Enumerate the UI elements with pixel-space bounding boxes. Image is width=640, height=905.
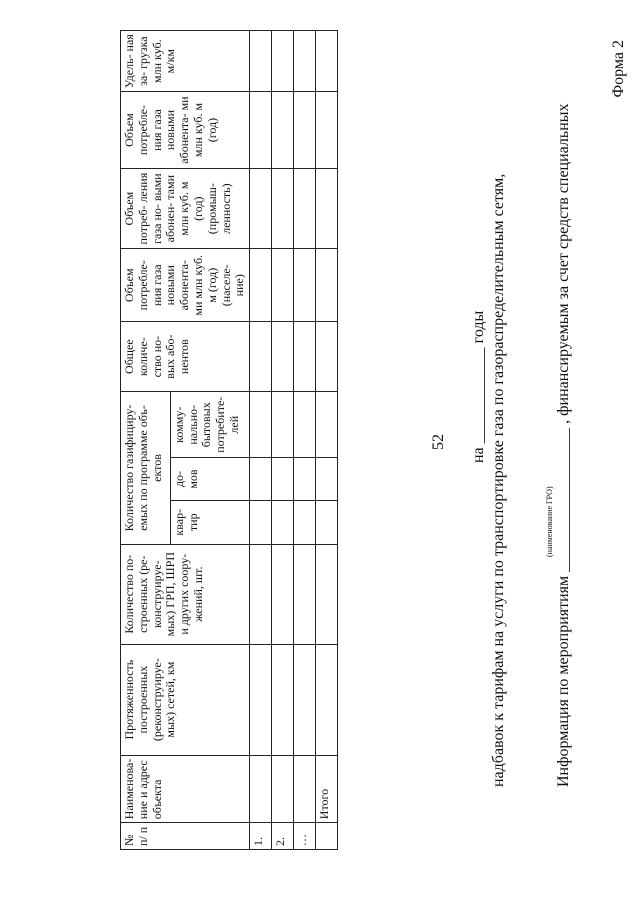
col-vol-pop: Объем потребле- ния газа новыми абонента- ми млн куб. м (год) (населе- ние)	[121, 249, 250, 322]
col-sub-dom: до- мов	[170, 458, 249, 500]
col-specific: Удель- ная за- грузка млн куб. м/км	[121, 31, 250, 92]
heading-line-1-end: , финансируемым за счет средств специальных	[555, 103, 572, 424]
col-num: № п/ п	[121, 823, 250, 850]
col-gasified: Количество газифициру- емых по программе объ- ектов	[121, 392, 171, 545]
table-row: 1.	[250, 31, 272, 850]
col-vol-ind: Объем потреб- ления газа но- выми абонен- тами млн куб. м (год) (промыш- ленность)	[121, 168, 250, 249]
heading-line-3: на ____________ годы	[470, 310, 487, 463]
col-total: Общее количе- ство но- вых або- нентов	[121, 322, 250, 392]
col-count: Количество по- строенных (ре- конструируе- мых) ГРП, ШРП и других соору- жений, шт.	[121, 544, 250, 644]
col-sub-kb: комму- нально- бытовых потребите- лей	[170, 392, 249, 458]
table-row-total: Итого	[316, 31, 338, 850]
col-vol-new: Объем потребле- ния газа новыми абонента- ми млн куб. м (год)	[121, 92, 250, 169]
rotated-page	[10, 30, 630, 890]
table-row: 2.	[272, 31, 294, 850]
col-sub-kv: квар- тир	[170, 500, 249, 544]
form-label: Форма 2	[610, 40, 627, 98]
col-length: Протяженность построенных (реконструируе- мых) сетей, км	[121, 644, 250, 755]
col-name: Наименова- ние и адрес объекта	[121, 755, 250, 823]
heading-line-1-start: Информация по мероприятиям	[555, 575, 572, 787]
heading-caption: (наименование ГРО)	[545, 486, 554, 557]
table-row: …	[294, 31, 316, 850]
page-number: 52	[430, 434, 447, 450]
data-table	[120, 30, 338, 850]
heading-line-1: Информация по мероприятиям __________________ , финансируемым за счет средств специальных	[555, 103, 572, 787]
heading-line-2: надбавок к тарифам на услуги по транспортировке газа по газораспределительным сетям,	[490, 173, 507, 787]
